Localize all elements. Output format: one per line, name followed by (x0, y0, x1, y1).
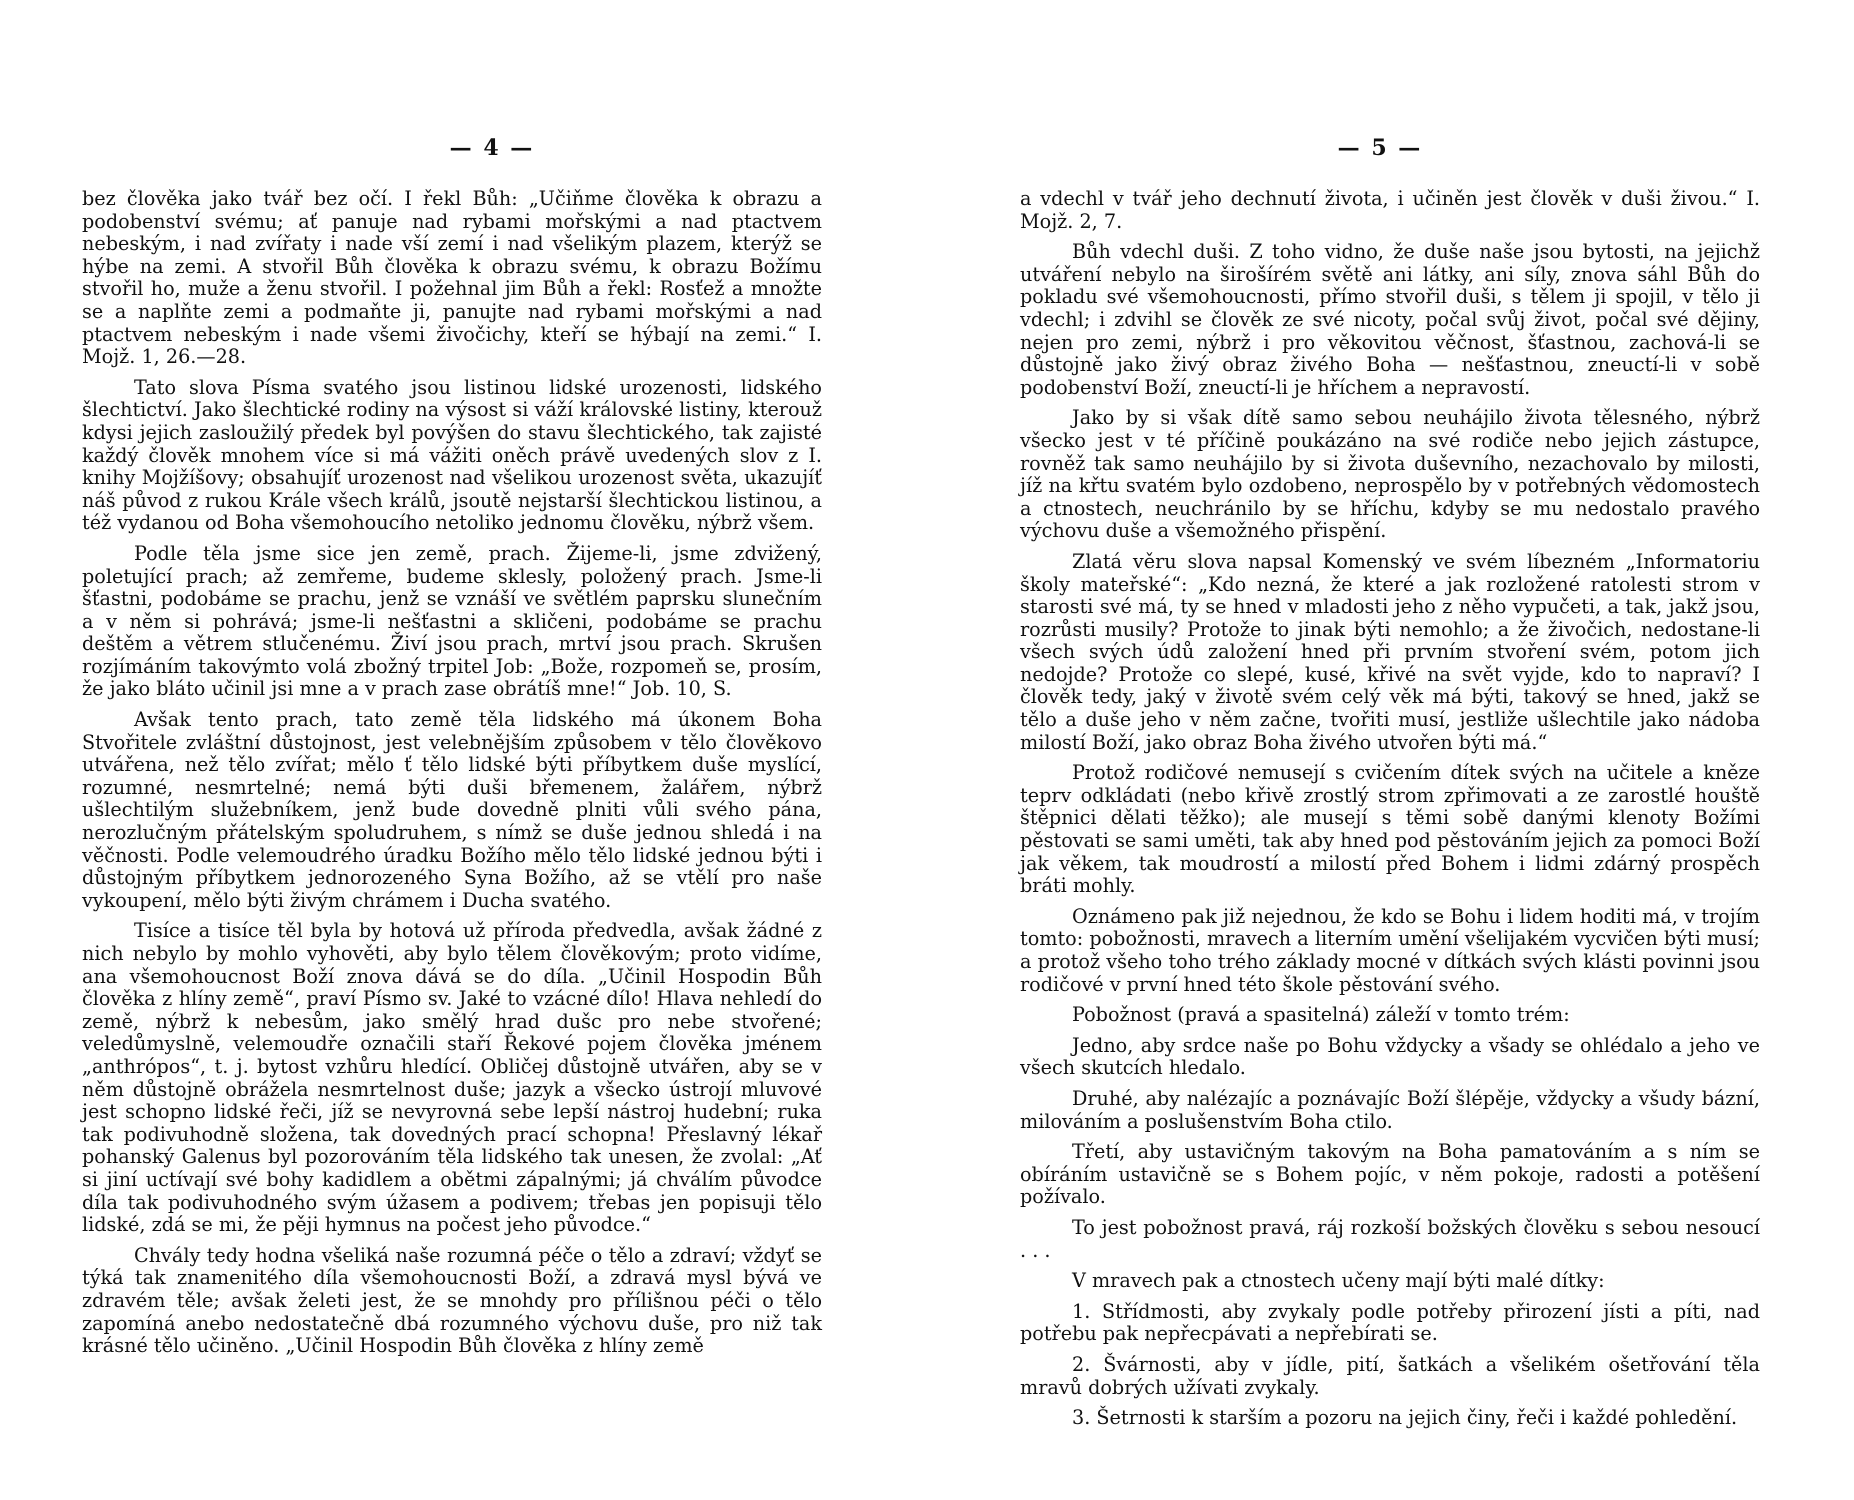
paragraph: Třetí, aby ustavičným takovým na Boha pamatováním a s ním se obíráním ustavičně se s Bohem pojíc, v něm pokoje, radosti a potěšení požívalo. (1020, 1140, 1760, 1209)
page-number: — 5 — (1337, 135, 1423, 161)
paragraph: V mravech pak a ctnostech učeny mají býti malé dítky: (1072, 1269, 1605, 1293)
paragraph: Bůh vdechl duši. Z toho vidno, že duše naše jsou bytosti, na jejichž utváření nebylo na širošírém světě ani látky, ani síly, znova sáhl Bůh do pokladu své všemohoucnosti, přímo stvořil duši, s tělem ji spojil, v tělo ji vdechl; i zdvihl se člověk ze své nicoty, počal svůj život, počal své dějiny, nejen pro zemi, nýbrž i pro věkovitou věčnost, šťastnou, zachová-li se důstojně jako živý obraz živého Boha — nešťastnou, zneuctí-li v sobě podobenství Boží, zneuctí-li je hříchem a nepravostí. (1020, 240, 1760, 399)
paragraph: a vdechl v tvář jeho dechnutí života, i učiněn jest člověk v duši živou.“ I. Mojž. 2, 7. (1020, 187, 1760, 233)
paragraph: 3. Šetrnosti k starším a pozoru na jejich činy, řeči i každé pohledění. (1072, 1406, 1738, 1430)
paragraph: To jest pobožnost pravá, ráj rozkoší božských člověku s sebou nesoucí . . . (1020, 1215, 1760, 1262)
paragraph: Podle těla jsme sice jen země, prach. Žijeme-li, jsme zdvižený, poletující prach; až zemřeme, budeme sklesly, položený prach. Jsme-li šťastni, podobáme se prachu, jenž se vznáší ve světlém paprsku slunečním a v něm si pohrává; jsme-li nešťastni a skličeni, podobáme se prachu deštěm a větrem stlučenému. Živí jsou prach, mrtví jsou prach. Skrušen rozjímáním takovýmto volá zbožný trpitel Job: „Bože, rozpomeň se, prosím, že jako bláto učinil jsi mne a v prach zase obrátíš mne!“ Job. 10, S. (82, 541, 822, 701)
page-number: — 4 — (449, 135, 535, 161)
page-body (82, 188, 822, 1366)
paragraph: Tisíce a tisíce těl byla by hotová už příroda předvedla, avšak žádné z nich nebylo by mohlo vyhověti, aby bylo tělem člověkovým; proto vidíme, ana všemohoucnost Boží znova dává se do díla. „Učinil Hospodin Bůh člověka z hlíny země“, praví Písmo sv. Jaké to vzácné dílo! Hlava nehledí do země, nýbrž k nebesům, jako smělý hrad dušc pro nebe stvořené; veledůmyslně, velemoudře označili staří Řekové pojem člověka jménem „anthrópos“, t. j. bytost vzhůru hledící. Obličej důstojně utvářen, aby se v něm důstojně obrážela nesmrtelnost duše; jazyk a všecko ústrojí mluvové jest schopno lidské řeči, jíž se nevyrovná sebe lepší nástroj hudební; ruka tak podivuhodně složena, tak dovedných prací schopna! Přeslavný lékař pohanský Galenus byl pozorováním těla lidského tak unesen, že zvolal: „Ať si jiní uctívají své bohy kadidlem a obětmi zápalnými; já chválím původce díla tak podivuhodného svým úžasem a podivem; třebas jen popisuji tělo lidské, zdá se mi, že pěji hymnus na počest jeho původce.“ (82, 919, 822, 1237)
paragraph: Pobožnost (pravá a spasitelná) záleží v tomto trém: (1072, 1003, 1570, 1027)
paragraph: bez člověka jako tvář bez očí. I řekl Bůh: „Učiňme člověka k obrazu a podobenství svému; ať panuje nad rybami mořskými a nad ptactvem nebeským, i nad zvířaty i nade vší zemí i nad všelikým plazem, kterýž se hýbe na zemi. A stvořil Bůh člověka k obrazu svému, k obrazu Božímu stvořil ho, muže a ženu stvořil. I požehnal jim Bůh a řekl: Rosťež a množte se a naplňte zemi a podmaňte ji, panujte nad rybami mořskými a nad ptactvem nebeským i nade všemi živočichy, kteří se hýbají na zemi.“ I. Mojž. 1, 26.—28. (82, 187, 822, 369)
page-body (1020, 188, 1760, 1438)
paragraph: Tato slova Písma svatého jsou listinou lidské urozenosti, lidského šlechtictví. Jako šlechtické rodiny na výsost si váží královské listiny, kterouž kdysi jejich zasloužilý předek byl povýšen do stavu šlechtického, tak zajisté každý člověk mnohem více si má vážiti oněch právě uvedených slov z I. knihy Mojžíšovy; obsahujíť urozenost nad všelikou urozenost světa, ukazujíť náš původ z rukou Krále všech králů, jsoutě nejstarší šlechtickou listinou, a též vydanou od Boha všemohoucího netoliko jednomu člověku, nýbrž všem. (82, 375, 822, 535)
paragraph: Oznámeno pak již nejednou, že kdo se Bohu i lidem hoditi má, v trojím tomto: pobožnosti, mravech a literním umění všelijakém vycvičen býti musí; a protož všeho toho trého základy mocné v dítkách svých klásti povinni jsou rodičové v první hned této škole pěstování svého. (1020, 904, 1760, 996)
paragraph: Chvály tedy hodna všeliká naše rozumná péče o tělo a zdraví; vždyť se týká tak znamenitého díla všemohoucnosti Boží, a zdravá mysl bývá ve zdravém těle; avšak želeti jest, že se mnohdy pro přílišnou péči o tělo zapomíná anebo nedostatečně dbá rozumného výchovu duše, pro niž tak krásné tělo učiněno. „Učinil Hospodin Bůh člověka z hlíny země (82, 1243, 822, 1358)
paragraph: Protož rodičové nemusejí s cvičením dítek svých na učitele a kněze teprv odkládati (nebo křivě zrostlý strom zpřimovati a ze zarostlé houště štěpnici dělati těžko); ale musejí s těmi sobě danými klenoty Božími pěstovati se sami uměti, tak aby hned pod pěstováním jejich za pomoci Boží jak věkem, tak moudrostí a milostí před Bohem i lidmi zdárný prospěch bráti mohly. (1020, 761, 1760, 898)
paragraph: Avšak tento prach, tato země těla lidského má úkonem Boha Stvořitele zvláštní důstojnost, jest velebnějším způsobem v tělo člověkovo utvářena, než tělo zvířat; mělo ť tělo lidské býti příbytkem duše myslící, rozumné, nesmrtelné; nemá býti duši břemenem, žalářem, nýbrž ušlechtilým služebníkem, jenž bude dovedně plniti vůli svého pána, nerozlučným přátelským spoludruhem, s nímž se duše jednou shledá i na věčnosti. Podle velemoudrého úradku Božího mělo tělo lidské jednou býti i důstojným příbytkem jednorozeného Syna Božího, až se vtělí pro naše vykoupení, mělo býti živým chrámem i Ducha svatého. (82, 708, 822, 912)
paragraph: Zlatá věru slova napsal Komenský ve svém líbezném „Informatoriu školy mateřské“: „Kdo nezná, že které a jak rozložené ratolesti strom v starosti své má, ty se hned v mladosti jeho z něho vypučeti, a tak, jakž jsou, rozrůsti musily? Protože to jinak býti nemohlo; a že živočich, nedostane-li všech svých údů založení hned při prvním stvoření svém, potom jich nedojde? Protože co slepé, kusé, křivé na svět vyjde, kdo to napraví? I člověk tedy, jaký v životě svém celý věk má býti, takový se hned, jakž se tělo a duše jeho v něm začne, tvořiti musí, jestliže ušlechtile jako nádoba milostí Boží, jako obraz Boha živého utvořen býti má.“ (1020, 549, 1760, 754)
paragraph: Jako by si však dítě samo sebou neuhájilo života tělesného, nýbrž všecko jest v té příčině poukázáno na své rodiče nebo jejich zástupce, rovněž tak samo neuhájilo by si života duševního, nezachovalo by milosti, jíž na křtu svatém bylo ozdobeno, neprospělo by v potřebných vědomostech a ctnostech, neuchránilo by se hříchu, kdyby se mu nedostalo pravého výchovu duše a všemožného přispění. (1020, 406, 1760, 543)
paragraph: 2. Švárnosti, aby v jídle, pití, šatkách a všelikém ošetřování těla mravů dobrých užívati zvykaly. (1020, 1352, 1760, 1399)
paragraph: Jedno, aby srdce naše po Bohu vždycky a všady se ohlédalo a jeho ve všech skutcích hledalo. (1020, 1033, 1760, 1080)
paragraph: Druhé, aby nalézajíc a poznávajíc Boží šlépěje, vždycky a všudy bázní, milováním a poslušenstvím Boha ctilo. (1020, 1086, 1760, 1133)
paragraph: 1. Střídmosti, aby zvykaly podle potřeby přirození jísti a píti, nad potřebu pak nepřecpávati a nepřebírati se. (1020, 1299, 1760, 1346)
